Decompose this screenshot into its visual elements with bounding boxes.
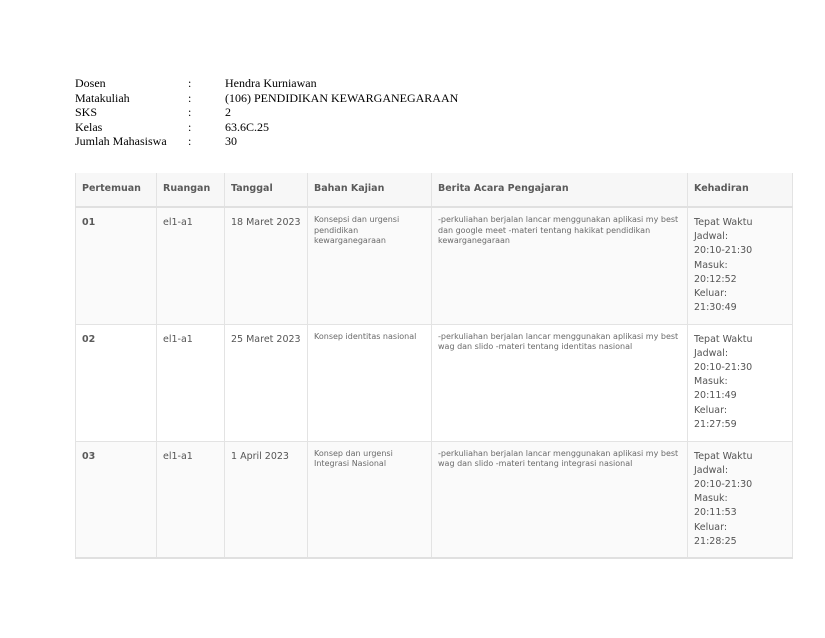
kehadiran-jadwal-value: 20:10-21:30	[694, 245, 753, 257]
cell-bahan-kajian: Konsepsi dan urgensi pendidikan kewarganegaraan	[308, 207, 432, 324]
kehadiran-jadwal-label: Jadwal:	[694, 347, 729, 359]
info-row-matakuliah	[75, 91, 458, 106]
info-label: Jumlah Mahasiswa	[75, 134, 167, 149]
cell-kehadiran	[688, 207, 793, 324]
kehadiran-masuk-label: Masuk:	[694, 376, 728, 388]
cell-pertemuan: 03	[76, 441, 157, 558]
info-value: 30	[225, 134, 237, 149]
kehadiran-jadwal-value: 20:10-21:30	[694, 478, 753, 490]
kehadiran-masuk-value: 20:12:52	[694, 273, 737, 285]
info-value: (106) PENDIDIKAN KEWARGANEGARAAN	[225, 90, 459, 105]
table-row	[76, 441, 793, 558]
cell-ruangan: el1-a1	[157, 324, 225, 441]
kehadiran-masuk-value: 20:11:53	[694, 507, 737, 519]
cell-ruangan: el1-a1	[157, 441, 225, 558]
header-kehadiran: Kehadiran	[688, 173, 793, 207]
info-label: SKS	[75, 105, 98, 120]
cell-tanggal: 18 Maret 2023	[225, 207, 308, 324]
info-label: Kelas	[75, 119, 103, 134]
kehadiran-jadwal-label: Jadwal:	[694, 231, 729, 243]
info-row-kelas	[75, 120, 458, 135]
kehadiran-status: Tepat Waktu	[694, 217, 753, 228]
cell-pertemuan: 02	[76, 324, 157, 441]
kehadiran-keluar-value: 21:27:59	[694, 418, 737, 430]
cell-tanggal: 25 Maret 2023	[225, 324, 308, 441]
kehadiran-masuk-label: Masuk:	[694, 259, 728, 271]
header-pertemuan: Pertemuan	[76, 173, 157, 207]
table-row	[76, 207, 793, 324]
kehadiran-keluar-label: Keluar:	[694, 404, 728, 416]
info-value: Hendra Kurniawan	[225, 76, 317, 90]
cell-kehadiran	[688, 441, 793, 558]
info-row-jumlah	[75, 134, 458, 149]
header-berita-acara: Berita Acara Pengajaran	[432, 173, 688, 207]
kehadiran-keluar-value: 21:30:49	[694, 302, 737, 314]
info-row-sks	[75, 105, 458, 120]
header-tanggal: Tanggal	[225, 173, 308, 207]
table-row	[76, 324, 793, 441]
kehadiran-keluar-label: Keluar:	[694, 521, 728, 533]
header-ruangan: Ruangan	[157, 173, 225, 207]
cell-bahan-kajian: Konsep identitas nasional	[308, 324, 432, 441]
cell-berita-acara: -perkuliahan berjalan lancar menggunakan aplikasi my best wag dan slido -materi tentang identitas nasional	[432, 324, 688, 441]
info-separator: :	[188, 119, 192, 134]
info-row-dosen	[75, 76, 458, 91]
kehadiran-keluar-value: 21:28:25	[694, 535, 737, 547]
cell-berita-acara: -perkuliahan berjalan lancar menggunakan aplikasi my best wag dan slido -materi tentang integrasi nasional	[432, 441, 688, 558]
info-label: Matakuliah	[75, 90, 130, 105]
course-info	[75, 76, 458, 149]
info-separator: :	[188, 76, 192, 90]
info-value: 63.6C.25	[225, 119, 270, 134]
kehadiran-jadwal-label: Jadwal:	[694, 464, 729, 476]
cell-pertemuan: 01	[76, 207, 157, 324]
attendance-table	[75, 173, 793, 559]
cell-berita-acara: -perkuliahan berjalan lancar menggunakan aplikasi my best dan google meet -materi tentang hakikat pendidikan kewarganegaraan	[432, 207, 688, 324]
cell-kehadiran	[688, 324, 793, 441]
kehadiran-status: Tepat Waktu	[694, 333, 753, 345]
cell-tanggal: 1 April 2023	[225, 441, 308, 558]
info-separator: :	[188, 90, 192, 105]
info-separator: :	[188, 134, 192, 149]
kehadiran-status: Tepat Waktu	[694, 450, 753, 462]
table-header-row	[76, 173, 793, 207]
info-value: 2	[225, 105, 231, 120]
cell-bahan-kajian: Konsep dan urgensi Integrasi Nasional	[308, 441, 432, 558]
kehadiran-masuk-value: 20:11:49	[694, 390, 737, 402]
info-separator: :	[188, 105, 192, 120]
kehadiran-jadwal-value: 20:10-21:30	[694, 361, 753, 373]
kehadiran-masuk-label: Masuk:	[694, 493, 728, 505]
info-label: Dosen	[75, 76, 106, 90]
header-bahan-kajian: Bahan Kajian	[308, 173, 432, 207]
kehadiran-keluar-label: Keluar:	[694, 288, 728, 300]
cell-ruangan: el1-a1	[157, 207, 225, 324]
